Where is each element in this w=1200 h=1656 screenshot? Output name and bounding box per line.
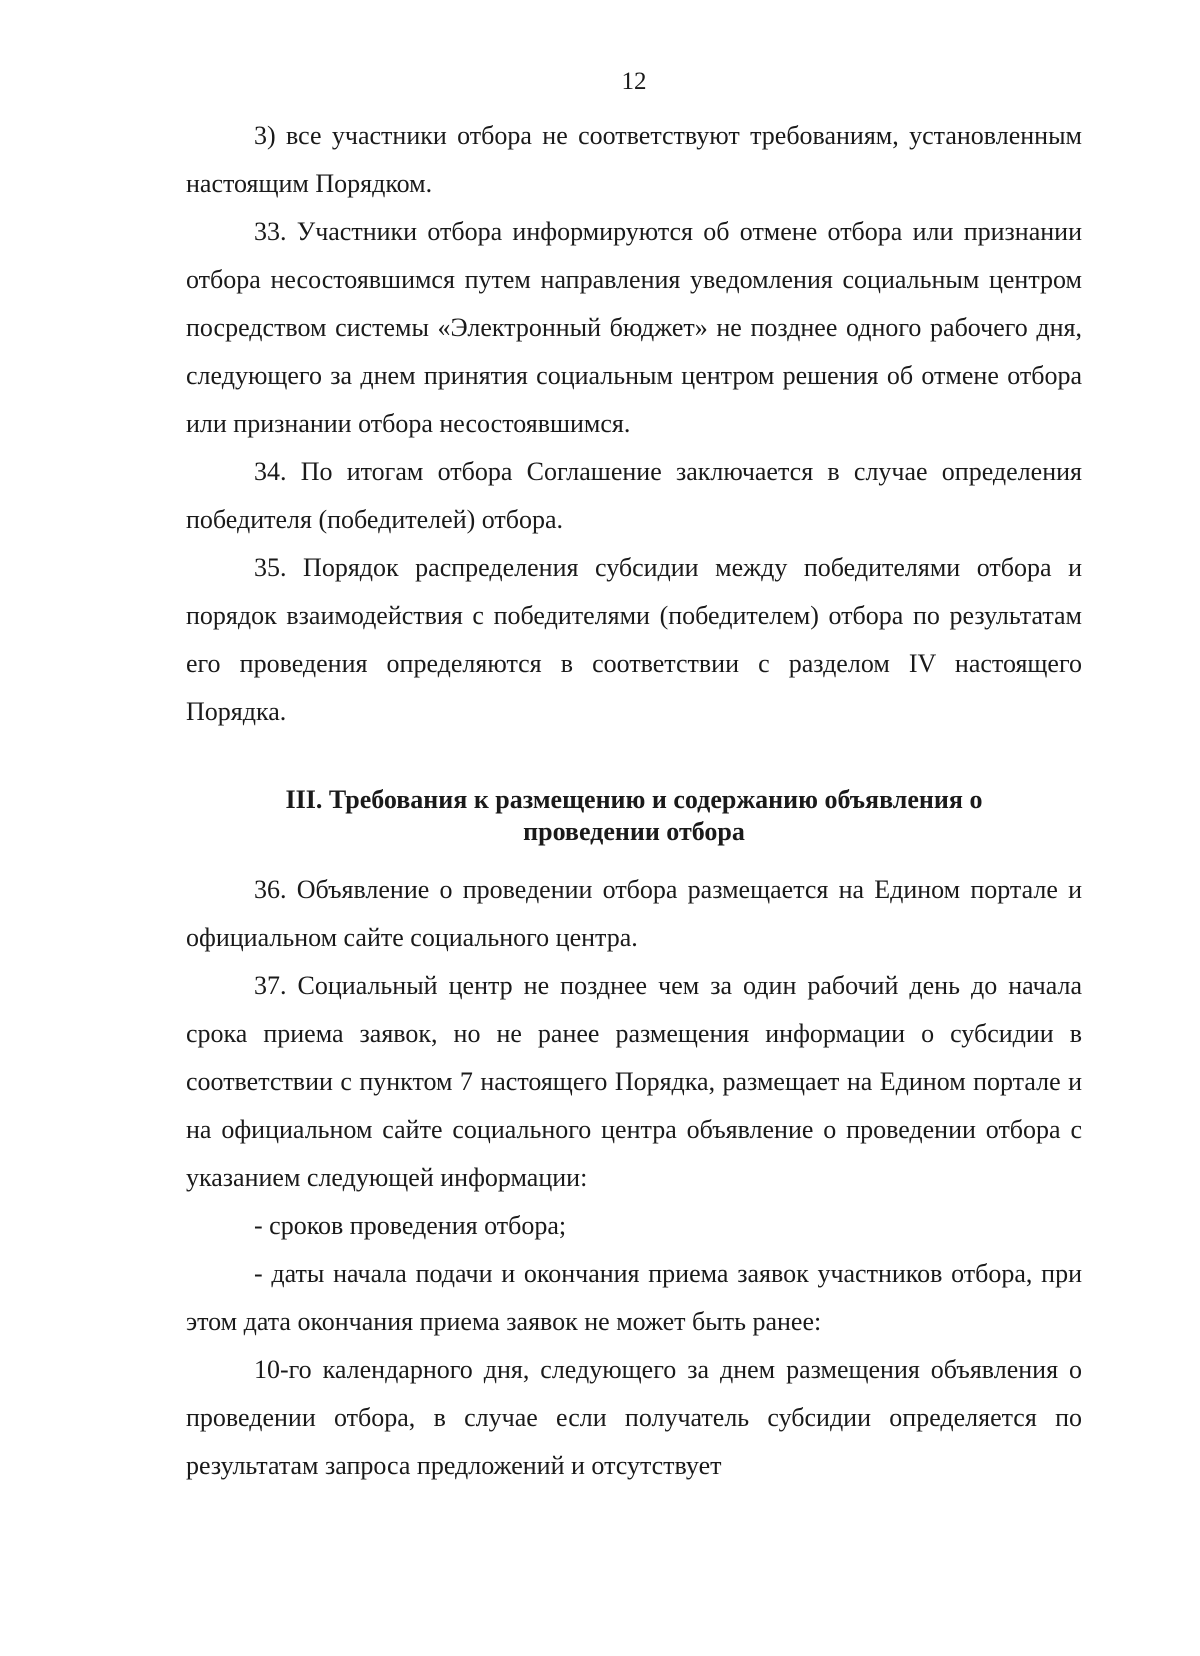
page-number: 12 bbox=[621, 68, 647, 95]
paragraph-33: 33. Участники отбора информируются об отмене отбора или признании отбора несостоявшимся путем направления уведомления социальным центром посредством системы «Электронный бюджет» не позднее одного рабочего дня, следующего за днем принятия социальным центром решения об отмене отбора или признании отбора несостоявшимся. bbox=[186, 217, 1082, 438]
paragraph-34: 34. По итогам отбора Соглашение заключается в случае определения победителя (победителей) отбора. bbox=[186, 457, 1082, 534]
section-heading-line-2: проведении отбора bbox=[523, 817, 745, 846]
list-item-dates: - даты начала подачи и окончания приема заявок участников отбора, при этом дата окончания приема заявок не может быть ранее: bbox=[186, 1259, 1082, 1336]
paragraph-10th-day: 10-го календарного дня, следующего за днем размещения объявления о проведении отбора, в случае если получатель субсидии определяется по результатам запроса предложений и отсутствует bbox=[186, 1355, 1082, 1480]
section-heading-line-1: III. Требования к размещению и содержанию объявления о bbox=[285, 785, 983, 814]
paragraph-36: 36. Объявление о проведении отбора размещается на Едином портале и официальном сайте социального центра. bbox=[186, 875, 1082, 952]
paragraph-35: 35. Порядок распределения субсидии между победителями отбора и порядок взаимодействия с победителями (победителем) отбора по результатам его проведения определяются в соответствии с разделом IV настоящего Порядка. bbox=[186, 553, 1082, 726]
paragraph-37: 37. Социальный центр не позднее чем за один рабочий день до начала срока приема заявок, но не ранее размещения информации о субсидии в соответствии с пунктом 7 настоящего Порядка, размещает на Едином портале и на официальном сайте социального центра объявление о проведении отбора с указанием следующей информации: bbox=[186, 971, 1082, 1192]
section-heading bbox=[186, 784, 1082, 848]
list-item-periods: - сроков проведения отбора; bbox=[254, 1211, 567, 1240]
paragraph-item-3-subpoint: 3) все участники отбора не соответствуют требованиям, установленным настоящим Порядком. bbox=[186, 121, 1082, 198]
document-page bbox=[186, 62, 1082, 1490]
